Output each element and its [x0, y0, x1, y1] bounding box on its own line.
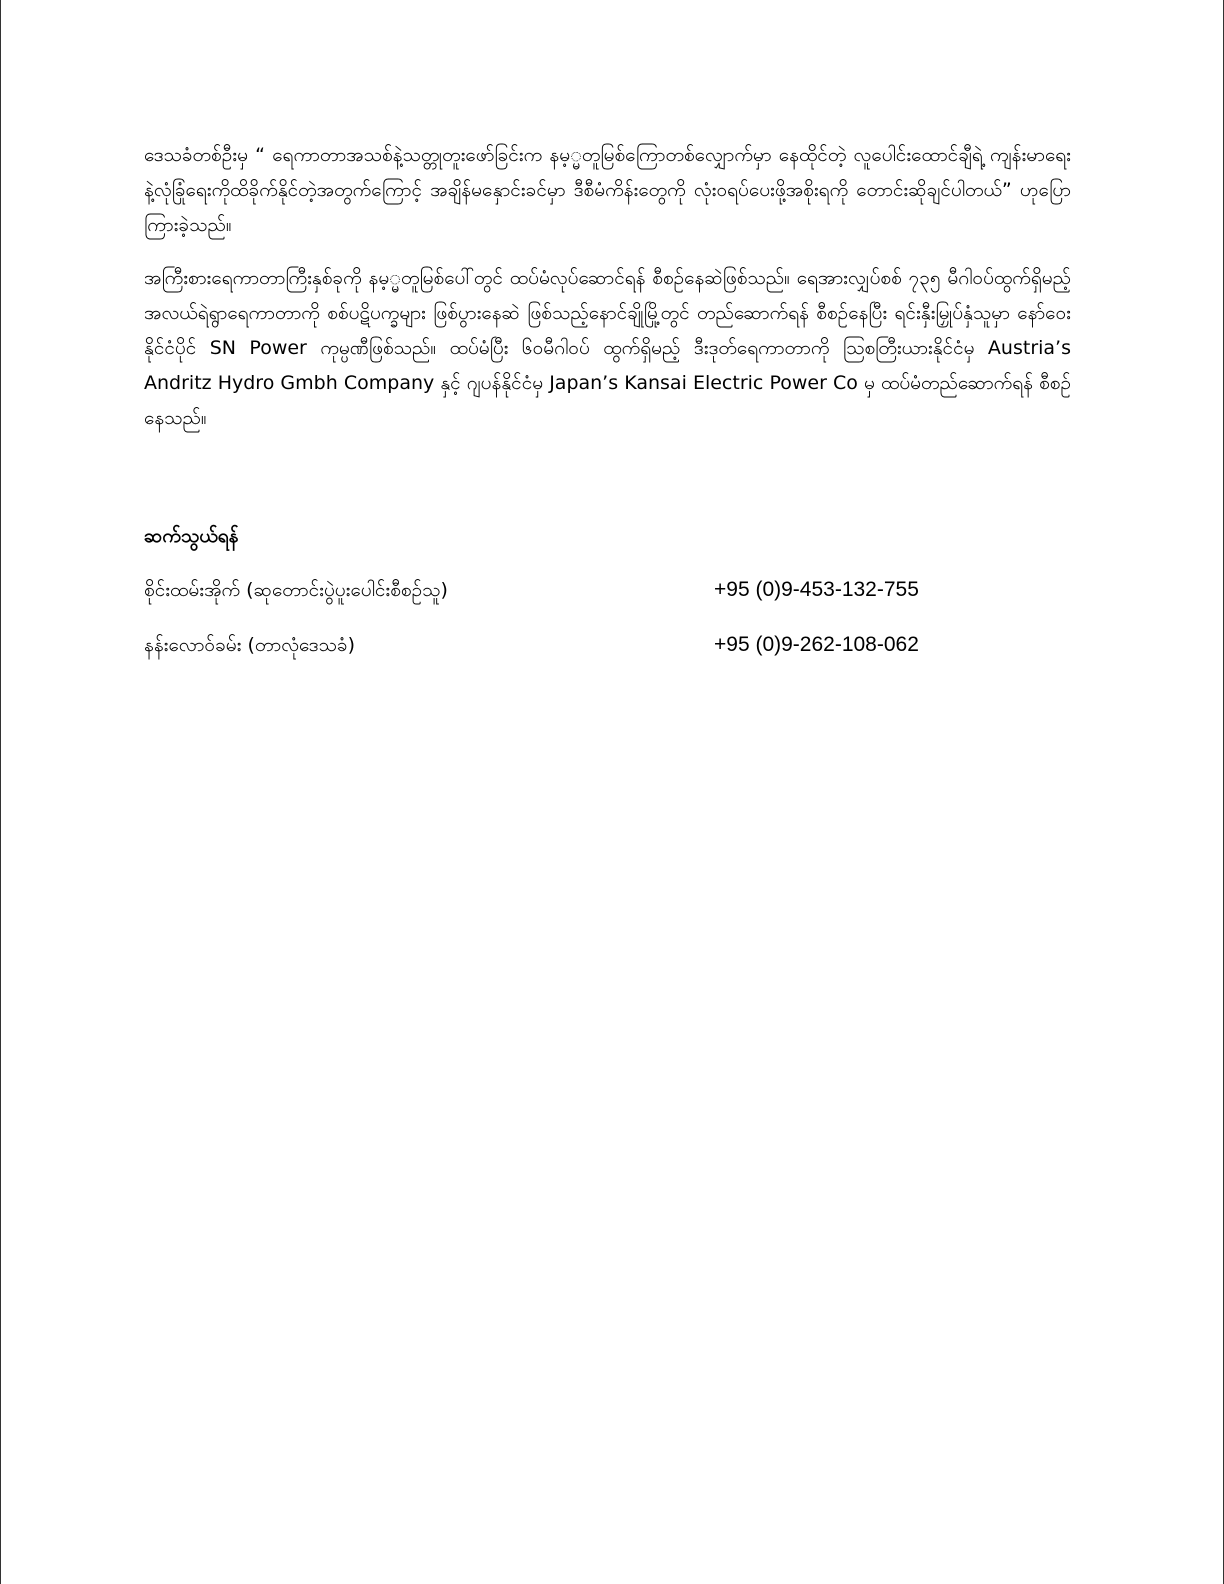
- paragraph-dams: အကြီးစားရေကာတာကြီးနှစ်ခုကို နမ့္မတူမြစ်ပေါ်တွင် ထပ်မံလုပ်ဆောင်ရန် စီစဉ်နေဆဲဖြစ်သည်။ ရေအားလျှပ်စစ် ၇၃၅ မီဂါဝပ်ထွက်ရှိမည့် အလယ်ရဲရွာရေကာတာကို စစ်ပဋိပက္ခများ ဖြစ်ပွားနေဆဲ ဖြစ်သည့်နောင်ချိုမြို့တွင် တည်ဆောက်ရန် စီစဉ်နေပြီး ရင်းနှီးမြှုပ်နှံသူမှာ နော်ဝေးနိုင်ငံပိုင် SN Power ကုမ္ပဏီဖြစ်သည်။ ထပ်မံပြီး ၆၀မီဂါဝပ် ထွက်ရှိမည့် ဒီးဒုတ်ရေကာတာကို ဩစတြီးယားနိုင်ငံမှ Austria’s Andritz Hydro Gmbh Company နှင့် ဂျပန်နိုင်ငံမှ Japan’s Kansai Electric Power Co မှ ထပ်မံတည်ဆောက်ရန် စီစဉ်နေသည်။: [144, 267, 1071, 429]
- paragraph-quote: ဒေသခံတစ်ဦးမှ “ ရေကာတာအသစ်နဲ့သတ္တုတူးဖော်ခြင်းက နမ့္မတူမြစ်ကြောတစ်လျှောက်မှာ နေထိုင်တဲ့ လူပေါင်းထောင်ချီရဲ့ ကျန်းမာရေးနဲ့လုံခြုံရေးကိုထိခိုက်နိုင်တဲ့အတွက်ကြောင့် အချိန်မနှောင်းခင်မှာ ဒီစီမံကိန်းတွေကို လုံးဝရပ်ပေးဖို့အစိုးရကို တောင်းဆိုချင်ပါတယ်” ဟုပြောကြားခဲ့သည်။: [144, 144, 1071, 236]
- page-border-left: [0, 0, 1, 1584]
- document-body: [144, 138, 1071, 436]
- contact-name: နန်းလောဝ်ခမ်း (တာလုံဒေသခံ): [144, 634, 355, 656]
- contact-name: စိုင်းထမ်းအိုက် (ဆုတောင်းပွဲပူးပေါင်းစီစဉ်သူ): [144, 579, 448, 601]
- contact-row: [144, 574, 1071, 606]
- contact-phone: +95 (0)9-453-132-755: [714, 578, 919, 601]
- contact-row: [144, 629, 1071, 661]
- contact-heading: ဆက်သွယ်ရန်: [144, 525, 239, 547]
- contact-phone: +95 (0)9-262-108-062: [714, 633, 919, 656]
